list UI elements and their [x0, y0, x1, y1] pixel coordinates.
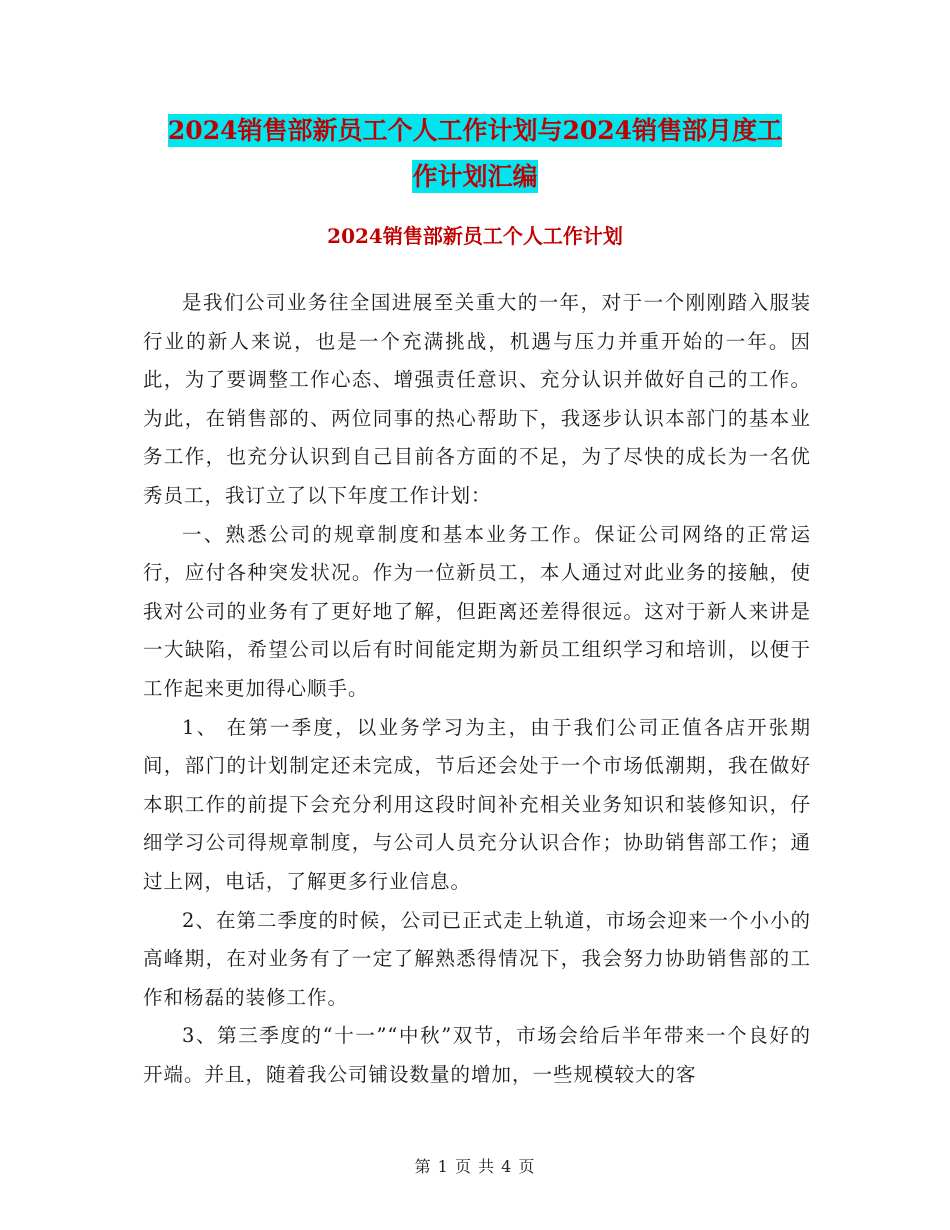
- document-title-line-2: 作计划汇编: [412, 162, 538, 191]
- section-title: 2024销售部新员工个人工作计划: [327, 224, 623, 248]
- document-title-line-1: 2024销售部新员工个人工作计划与2024销售部月度工: [167, 116, 783, 145]
- paragraph: 一、熟悉公司的规章制度和基本业务工作。保证公司网络的正常运行，应付各种突发状况。作为一位新员工，本人通过对此业务的接触，使我对公司的业务有了更好地了解，但距离还差得很远。这对于新人来讲是一大缺陷，希望公司以后有时间能定期为新员工组织学习和培训，以便于工作起来更加得心顺手。: [143, 522, 811, 700]
- document-title: [60, 108, 890, 200]
- page-footer: 第 1 页 共 4 页: [414, 1157, 536, 1176]
- paragraph: 3、第三季度的“十一”“中秋”双节，市场会给后半年带来一个良好的开端。并且，随着我公司铺设数量的增加，一些规模较大的客: [143, 1024, 811, 1086]
- paragraph: 是我们公司业务往全国进展至关重大的一年，对于一个刚刚踏入服装行业的新人来说，也是一个充满挑战，机遇与压力并重开始的一年。因此，为了要调整工作心态、增强责任意识、充分认识并做好自己的工作。为此，在销售部的、两位同事的热心帮助下，我逐步认识本部门的基本业务工作，也充分认识到自己目前各方面的不足，为了尽快的成长为一名优秀员工，我订立了以下年度工作计划：: [143, 291, 811, 507]
- paragraph: 2、在第二季度的时候，公司已正式走上轨道，市场会迎来一个小小的高峰期，在对业务有了一定了解熟悉得情况下，我会努力协助销售部的工作和杨磊的装修工作。: [143, 908, 811, 1009]
- paragraph: 1、 在第一季度，以业务学习为主，由于我们公司正值各店开张期间，部门的计划制定还未完成，节后还会处于一个市场低潮期，我在做好本职工作的前提下会充分利用这段时间补充相关业务知识和装修知识，仔细学习公司得规章制度，与公司人员充分认识合作；协助销售部工作；通过上网，电话，了解更多行业信息。: [143, 715, 811, 893]
- document-body: [143, 284, 811, 1094]
